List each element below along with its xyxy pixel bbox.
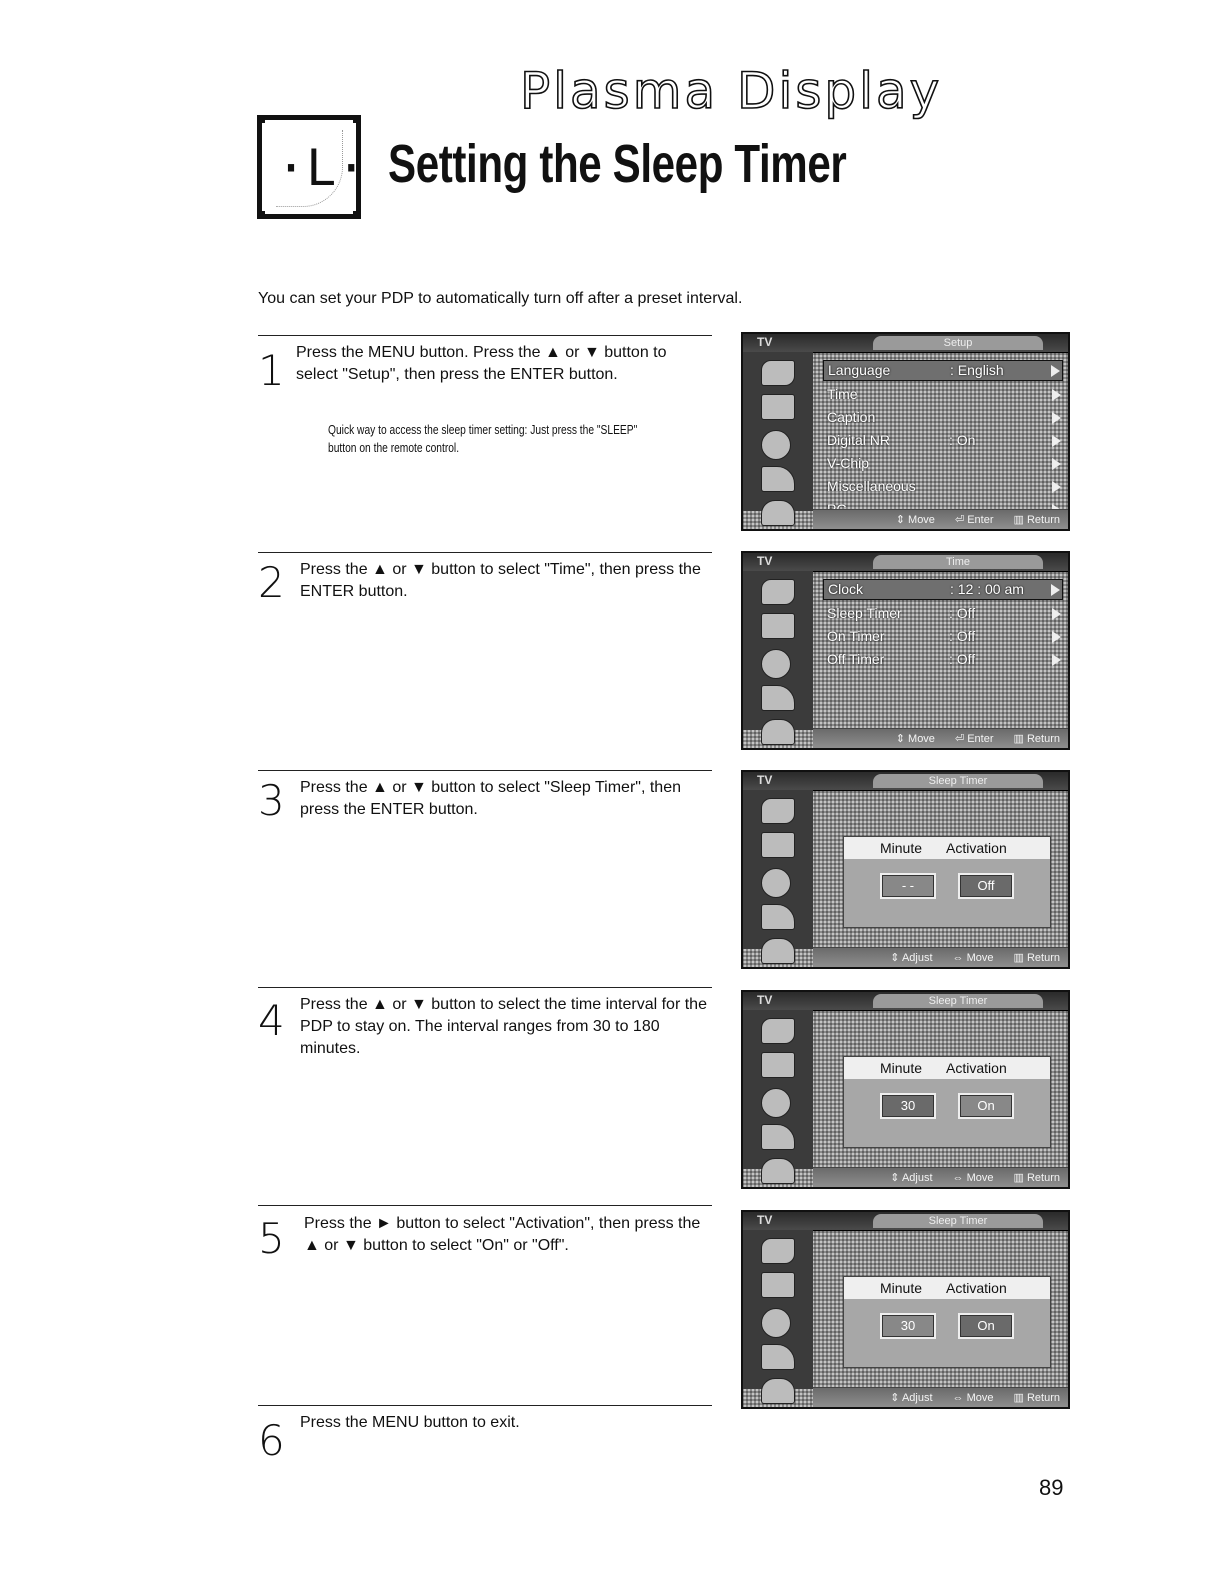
- minute-label: Minute: [880, 840, 923, 856]
- arrow-right-icon: [1052, 389, 1061, 401]
- arrow-right-icon: [1052, 435, 1061, 447]
- tv-screen-sleep-timer-step5: [741, 1210, 1070, 1409]
- setup-icon: [761, 904, 795, 930]
- menu-sidebar: [743, 571, 813, 730]
- step-divider: [258, 335, 712, 336]
- setup-icon: [761, 466, 795, 492]
- sound-icon: [761, 832, 795, 858]
- tip-text: Quick way to access the sleep timer setting: Just press the "SLEEP" button on the remote control.: [328, 423, 638, 455]
- hint-return: ▥ Return: [1013, 1392, 1060, 1404]
- step-divider: [258, 1205, 712, 1206]
- arrow-right-icon: [1052, 412, 1061, 424]
- minute-value: 30: [880, 1093, 936, 1119]
- hint-bar: [813, 1167, 1068, 1187]
- menu-sidebar: [743, 1230, 813, 1389]
- minute-value: 30: [880, 1313, 936, 1339]
- menu-title: Setup: [873, 336, 1043, 350]
- hint-move: ⇔ Move: [952, 951, 994, 964]
- step-text: Press the ▲ or ▼ button to select "Time", then press the ENTER button.: [300, 561, 701, 600]
- picture-icon: [761, 798, 795, 824]
- setup-icon: [761, 685, 795, 711]
- arrow-right-icon: [1052, 458, 1061, 470]
- hint-return: ▥ Return: [1013, 514, 1060, 526]
- step-number: 6: [258, 1416, 285, 1465]
- picture-icon: [761, 1238, 795, 1264]
- menu-item-language: Language : English: [823, 360, 1063, 381]
- step-divider: [258, 1405, 712, 1406]
- hint-return: ▥ Return: [1013, 1172, 1060, 1184]
- arrow-right-icon: [1051, 584, 1060, 596]
- menu-title: Sleep Timer: [873, 774, 1043, 788]
- arrow-right-icon: [1052, 608, 1061, 620]
- sleep-timer-panel: [843, 1056, 1051, 1148]
- picture-icon: [761, 579, 795, 605]
- tv-screen-sleep-timer-step4: [741, 990, 1070, 1189]
- channel-icon: [761, 430, 791, 460]
- step-divider: [258, 770, 712, 771]
- menu-sidebar: [743, 1010, 813, 1169]
- hint-bar: [813, 1387, 1068, 1407]
- minute-value: - -: [880, 873, 936, 899]
- arrow-right-icon: [1052, 481, 1061, 493]
- menu-item-miscellaneous: Miscellaneous: [823, 477, 1063, 496]
- menu-title: Sleep Timer: [873, 994, 1043, 1008]
- intro-text: You can set your PDP to automatically turn off after a preset interval.: [258, 290, 743, 307]
- menu-item-clock: Clock : 12 : 00 am: [823, 579, 1063, 600]
- sound-icon: [761, 394, 795, 420]
- hint-move: ⇔ Move: [952, 1391, 994, 1404]
- sleep-timer-panel: [843, 836, 1051, 928]
- input-icon: [761, 500, 795, 526]
- hint-adjust: ⇕ Adjust: [890, 1172, 933, 1184]
- step-number: 1: [258, 346, 285, 395]
- hint-adjust: ⇕ Adjust: [890, 1392, 933, 1404]
- menu-title: Sleep Timer: [873, 1214, 1043, 1228]
- hint-move: ⇕ Move: [895, 733, 935, 745]
- arrow-right-icon: [1051, 365, 1060, 377]
- sound-icon: [761, 613, 795, 639]
- step-number: 3: [258, 776, 285, 825]
- arrow-right-icon: [1052, 654, 1061, 666]
- channel-icon: [761, 868, 791, 898]
- channel-icon: [761, 1308, 791, 1338]
- tab-tv: TV: [757, 773, 773, 787]
- step-text: Press the ▲ or ▼ button to select the time interval for the PDP to stay on. The interval ranges from 30 to 180 minutes.: [300, 996, 707, 1057]
- step-text: Press the MENU button to exit.: [300, 1414, 520, 1431]
- minute-label: Minute: [880, 1280, 923, 1296]
- hint-move: ⇕ Move: [895, 514, 935, 526]
- tv-screen-setup: [741, 332, 1070, 531]
- hint-adjust: ⇕ Adjust: [890, 952, 933, 964]
- hint-enter: ⏎ Enter: [954, 733, 994, 745]
- hint-return: ▥ Return: [1013, 733, 1060, 745]
- time-menu-list: [823, 579, 1063, 673]
- activation-value: On: [958, 1093, 1014, 1119]
- picture-icon: [761, 360, 795, 386]
- menu-item-caption: Caption: [823, 408, 1063, 427]
- step-text: Press the ► button to select "Activation", then press the ▲ or ▼ button to select "On" or "Off".: [304, 1215, 701, 1254]
- step-divider: [258, 552, 712, 553]
- hint-bar: [813, 728, 1068, 748]
- menu-item-time: Time: [823, 385, 1063, 404]
- hint-return: ▥ Return: [1013, 952, 1060, 964]
- step-text: Press the ▲ or ▼ button to select "Sleep Timer", then press the ENTER button.: [300, 779, 681, 818]
- menu-item-sleep-timer: Sleep Timer : Off: [823, 604, 1063, 623]
- input-icon: [761, 1158, 795, 1184]
- minute-label: Minute: [880, 1060, 923, 1076]
- channel-icon: [761, 649, 791, 679]
- input-icon: [761, 938, 795, 964]
- menu-sidebar: [743, 352, 813, 511]
- menu-sidebar: [743, 790, 813, 949]
- arrow-right-icon: [1052, 631, 1061, 643]
- activation-value: On: [958, 1313, 1014, 1339]
- step-number: 2: [258, 558, 285, 607]
- setup-icon: [761, 1124, 795, 1150]
- tv-screen-sleep-timer-step3: [741, 770, 1070, 969]
- input-icon: [761, 719, 795, 745]
- sound-icon: [761, 1052, 795, 1078]
- menu-item-digital-nr: Digital NR : On: [823, 431, 1063, 450]
- input-icon: [761, 1378, 795, 1404]
- menu-item-off-timer: Off Timer : Off: [823, 650, 1063, 669]
- tab-tv: TV: [757, 1213, 773, 1227]
- hint-bar: [813, 947, 1068, 967]
- menu-item-on-timer: On Timer : Off: [823, 627, 1063, 646]
- setup-menu-list: [823, 360, 1063, 523]
- sound-icon: [761, 1272, 795, 1298]
- step-number: 4: [258, 996, 285, 1045]
- activation-label: Activation: [946, 840, 1007, 856]
- sleep-timer-panel: [843, 1276, 1051, 1368]
- page-number: 89: [1039, 1475, 1064, 1500]
- channel-icon: [761, 1088, 791, 1118]
- step-divider: [258, 987, 712, 988]
- hint-move: ⇔ Move: [952, 1171, 994, 1184]
- brand-title: Plasma Display: [520, 62, 943, 120]
- hint-enter: ⏎ Enter: [954, 514, 994, 526]
- setup-icon: [761, 1344, 795, 1370]
- tab-tv: TV: [757, 993, 773, 1007]
- tv-screen-time: [741, 551, 1070, 750]
- step-text: Press the MENU button. Press the ▲ or ▼ button to select "Setup", then press the ENTER button.: [296, 344, 667, 383]
- tab-tv: TV: [757, 335, 773, 349]
- activation-label: Activation: [946, 1280, 1007, 1296]
- menu-item-v-chip: V-Chip: [823, 454, 1063, 473]
- activation-label: Activation: [946, 1060, 1007, 1076]
- picture-icon: [761, 1018, 795, 1044]
- tab-tv: TV: [757, 554, 773, 568]
- hint-bar: [813, 509, 1068, 529]
- activation-value: Off: [958, 873, 1014, 899]
- menu-title: Time: [873, 555, 1043, 569]
- page-title: Setting the Sleep Timer: [388, 134, 847, 194]
- step-number: 5: [258, 1214, 285, 1263]
- clock-icon: ·L·: [257, 115, 361, 219]
